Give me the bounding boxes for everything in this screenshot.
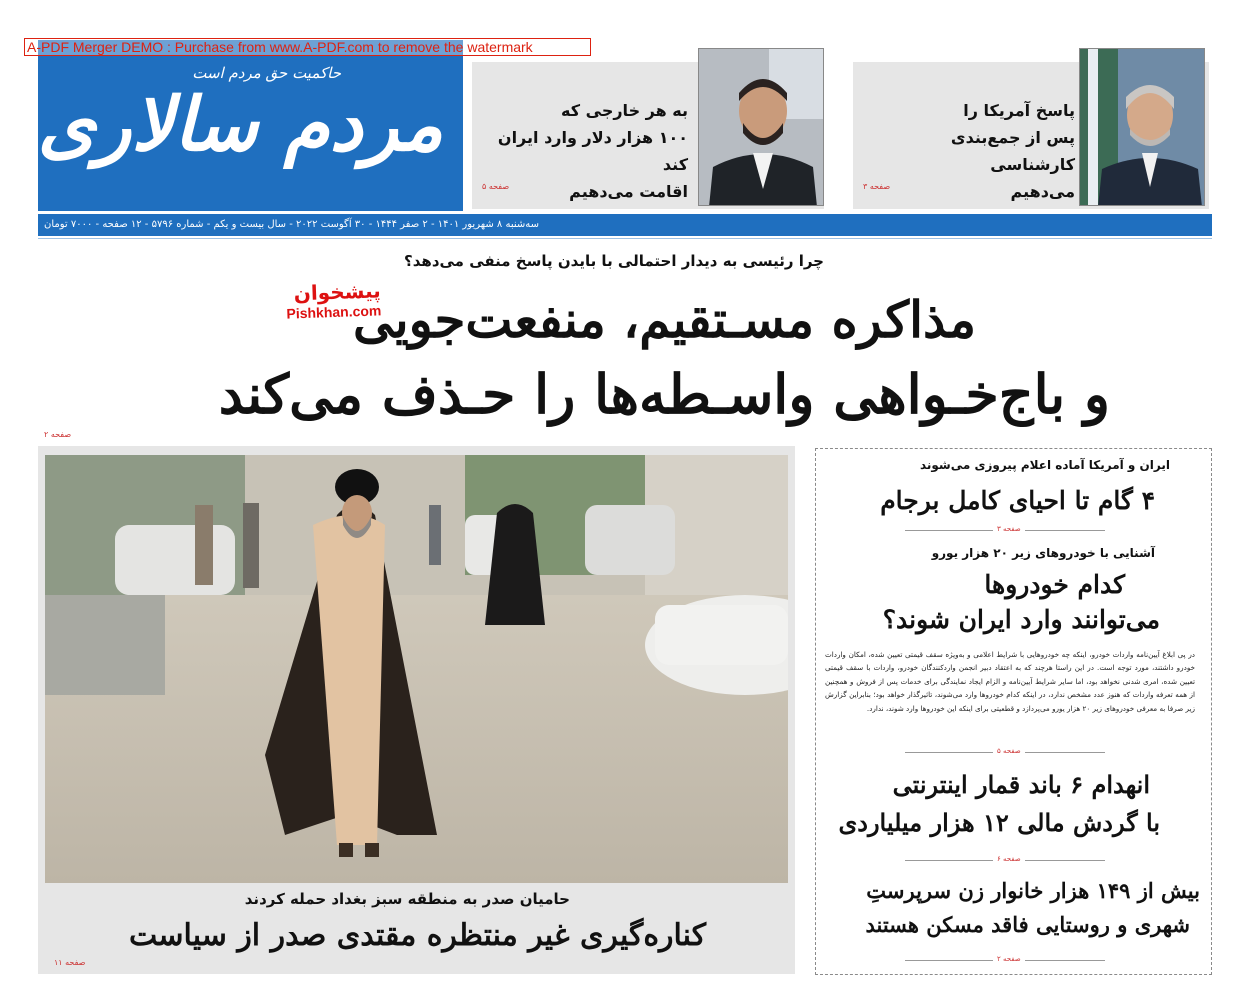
news-page-ref: صفحه ۶ — [993, 855, 1025, 863]
lead-kicker: چرا رئیسی به دیدار احتمالی با بایدن پاسخ منفی می‌دهد؟ — [404, 252, 824, 270]
teaser-page-ref: صفحه ۳ — [863, 182, 891, 191]
portrait-minister-image — [699, 49, 824, 206]
stamp-text: پیشخوان — [293, 278, 382, 306]
news-page-ref: صفحه ۵ — [993, 747, 1025, 755]
teaser-line: پاسخ آمریکا را — [963, 101, 1075, 120]
news-item-headline[interactable]: کدام خودروها — [984, 570, 1125, 599]
pdf-watermark: A-PDF Merger DEMO : Purchase from www.A-PDF.com to remove the watermark — [24, 38, 591, 56]
news-item-headline[interactable]: انهدام ۶ باند قمار اینترنتی — [892, 770, 1150, 799]
news-item-kicker: آشنایی با خودروهای زیر ۲۰ هزار یورو — [931, 546, 1155, 560]
teaser-page-ref: صفحه ۵ — [482, 182, 510, 191]
lead-headline-line-2[interactable]: و باج‌خـواهی واسـطه‌ها را حـذف می‌کند — [218, 362, 1110, 426]
teaser-line: می‌دهیم — [1010, 182, 1075, 201]
divider — [38, 238, 1212, 239]
teaser-line: به هر خارجی که — [561, 101, 688, 120]
photo-story-page-ref: صفحه ۱۱ — [54, 958, 86, 967]
teaser-line: ۱۰۰ هزار دلار وارد ایران کند — [497, 128, 688, 174]
teaser-investor-text — [478, 97, 688, 205]
issue-date-bar: سه‌شنبه ۸ شهریور ۱۴۰۱ - ۲ صفر ۱۴۴۴ - ۳۰ آگوست ۲۰۲۲ - سال بیست و یکم - شماره ۵۷۹۶ - ۱۲ صفحه - ۷۰۰۰ تومان — [38, 214, 1212, 236]
news-item-headline[interactable]: ۴ گام تا احیای کامل برجام — [880, 486, 1155, 515]
teaser-line: پس از جمع‌بندی کارشناسی — [950, 128, 1075, 174]
teaser-us-response-photo — [1079, 48, 1205, 206]
masthead-tagline: حاکمیت حق مردم است — [192, 64, 341, 82]
teaser-investor-photo — [698, 48, 824, 206]
news-page-ref: صفحه ۳ — [993, 525, 1025, 533]
cleric-walking-street-image — [45, 455, 788, 883]
news-item-headline[interactable]: شهری و روستایی فاقد مسکن هستند — [865, 912, 1190, 937]
teaser-us-response[interactable] — [853, 62, 1209, 209]
teaser-investor[interactable] — [472, 62, 824, 209]
portrait-spokesman-image — [1080, 49, 1205, 206]
news-item-kicker: ایران و آمریکا آماده اعلام پیروزی می‌شوند — [919, 458, 1170, 472]
teaser-line: اقامت می‌دهیم — [569, 182, 688, 201]
pishkhan-stamp — [285, 278, 381, 321]
teaser-us-response-text — [865, 97, 1075, 205]
photo-story-image[interactable] — [45, 455, 788, 883]
lead-page-ref: صفحه ۲ — [44, 430, 72, 439]
masthead — [38, 40, 463, 211]
stamp-site: Pishkhan.com — [286, 302, 382, 322]
news-page-ref: صفحه ۲ — [993, 955, 1025, 963]
photo-story-kicker: حامیان صدر به منطقه سبز بغداد حمله کردند — [244, 890, 570, 908]
news-item-headline[interactable]: می‌توانند وارد ایران شوند؟ — [882, 605, 1160, 634]
photo-story-headline[interactable]: کناره‌گیری غیر منتظره مقتدی صدر از سیاست — [128, 918, 706, 953]
lead-headline-line-1[interactable]: مذاکره مسـتقیم، منفعت‌جویی — [353, 290, 976, 349]
news-item-headline[interactable]: با گردش مالی ۱۲ هزار میلیاردی — [838, 808, 1160, 837]
masthead-logo: مردم سالاری — [38, 82, 443, 168]
news-item-body: در پی ابلاغ آیین‌نامه واردات خودرو، اینکه چه خودروهایی با شرایط اعلامی و به‌ویژه سقف قیمتی تعیین شده، امکان واردات خودرو داشتند، مورد توجه است. در این راستا هرچند که به اعتقاد دبیر انجمن واردکنندگان خودرو، واردات با سقف قیمتی تعیین شده، امری شدنی نخواهد بود، اما سایر شرایط آیین‌نامه و الزام ایجاد نمایندگی برای خدمات پس از فروش و همچنین از همه تعرفه واردات که هنوز عدد مشخص ندارد، در اینکه کدام خودروها وارد می‌شوند، تاثیرگذار خواهد بود؛ بنابراین گزارش زیر صرفا به معرفی خودروهای زیر ۲۰ هزار یورو می‌پردازد و قطعیتی برای اینکه این خودروها وارد شوند، ندارد. — [825, 650, 1195, 713]
news-item-headline[interactable]: بیش از ۱۴۹ هزار خانوار زن سرپرستِ — [866, 878, 1200, 903]
